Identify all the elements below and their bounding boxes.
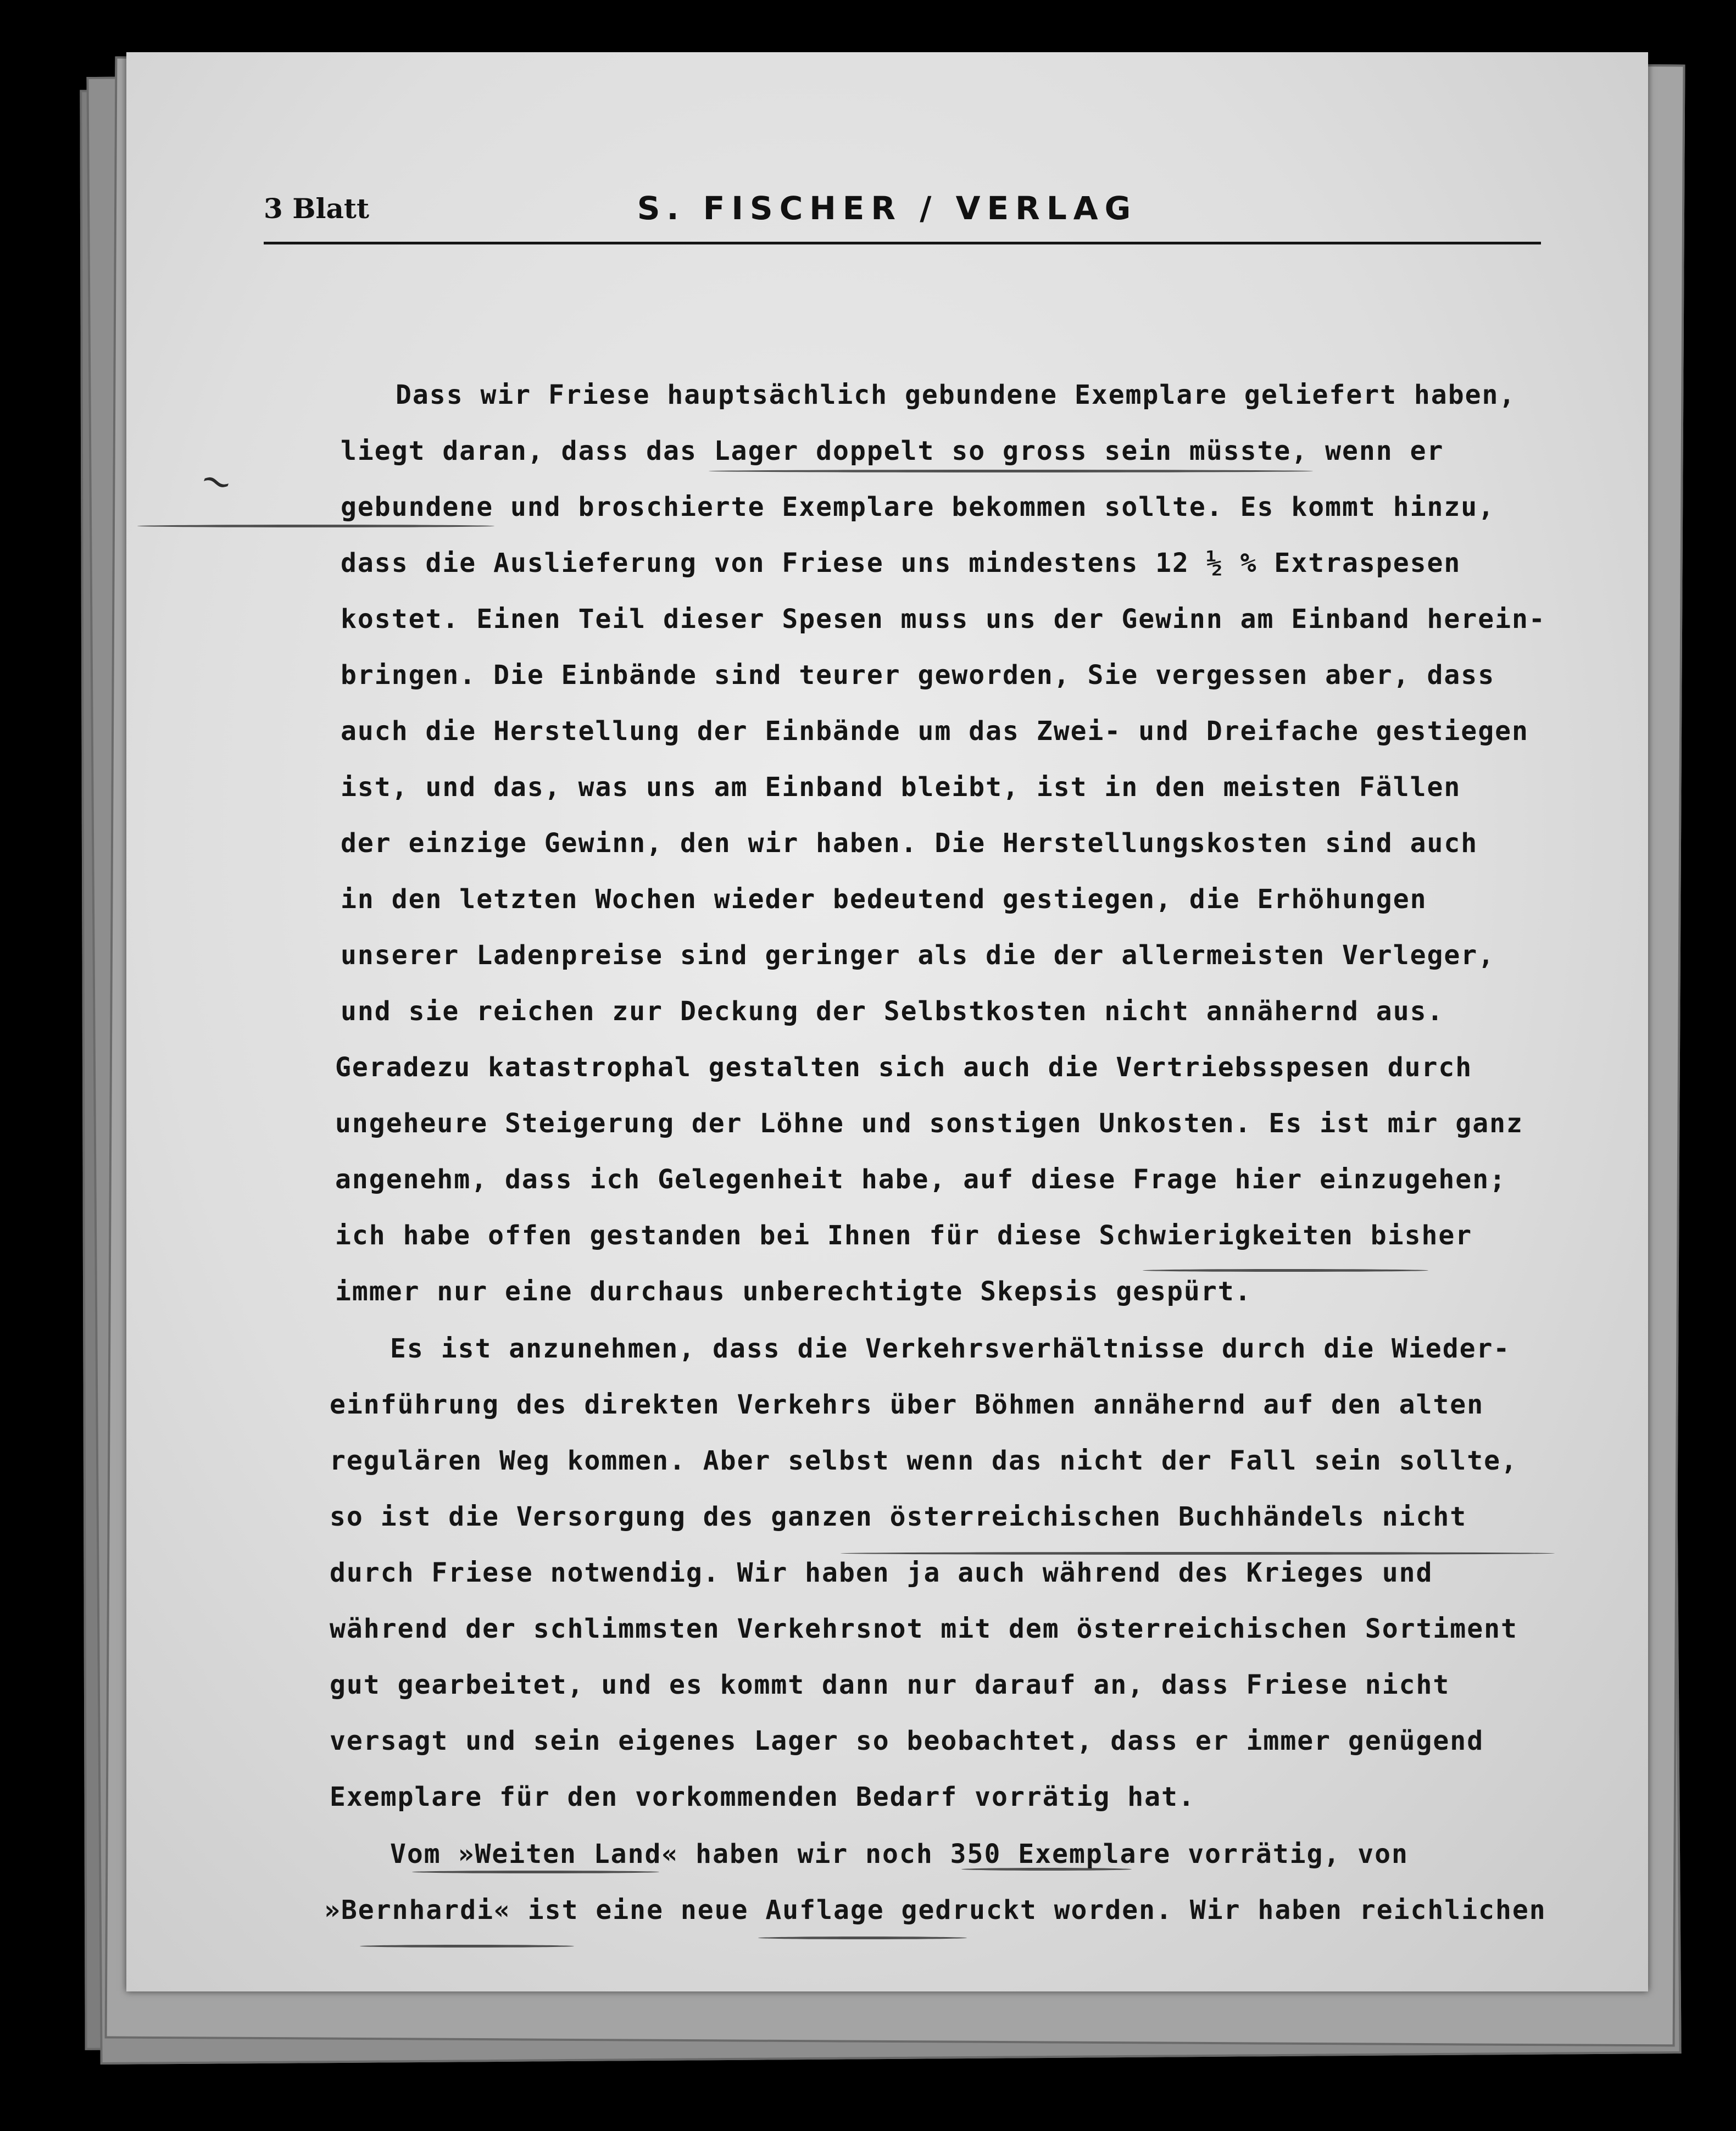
body-line: bringen. Die Einbände sind teurer geworden, Sie vergessen aber, dass bbox=[341, 660, 1495, 691]
pencil-underline bbox=[841, 1552, 1555, 1555]
pencil-underline bbox=[137, 525, 494, 527]
body-line: angenehm, dass ich Gelegenheit habe, auf diese Frage hier einzugehen; bbox=[335, 1164, 1506, 1195]
body-line: ungeheure Steigerung der Löhne und sonstigen Unkosten. Es ist mir ganz bbox=[335, 1108, 1523, 1139]
pencil-underline bbox=[1143, 1269, 1428, 1272]
body-line: in den letzten Wochen wieder bedeutend gestiegen, die Erhöhungen bbox=[341, 884, 1427, 915]
body-line: und sie reichen zur Deckung der Selbstkosten nicht annähernd aus. bbox=[341, 996, 1444, 1027]
pencil-underline bbox=[709, 470, 1313, 472]
body-line: während der schlimmsten Verkehrsnot mit dem österreichischen Sortiment bbox=[330, 1613, 1518, 1644]
body-line: Geradezu katastrophal gestalten sich auch die Vertriebsspesen durch bbox=[335, 1052, 1473, 1083]
body-line: liegt daran, dass das Lager doppelt so gross sein müsste, wenn er bbox=[341, 436, 1444, 466]
body-line: auch die Herstellung der Einbände um das Zwei- und Dreifache gestiegen bbox=[341, 716, 1529, 747]
body-line: Exemplare für den vorkommenden Bedarf vorrätig hat. bbox=[330, 1782, 1195, 1812]
body-line: Vom »Weiten Land« haben wir noch 350 Exemplare vorrätig, von bbox=[390, 1839, 1409, 1870]
body-line: ich habe offen gestanden bei Ihnen für diese Schwierigkeiten bisher bbox=[335, 1220, 1473, 1251]
body-line: »Bernhardi« ist eine neue Auflage gedruckt worden. Wir haben reichlichen bbox=[324, 1895, 1546, 1926]
body-line: Es ist anzunehmen, dass die Verkehrsverhältnisse durch die Wieder- bbox=[390, 1333, 1511, 1364]
body-line: gebundene und broschierte Exemplare bekommen sollte. Es kommt hinzu, bbox=[341, 492, 1495, 522]
margin-pencil-mark: ~ bbox=[193, 454, 240, 508]
body-line: versagt und sein eigenes Lager so beobachtet, dass er immer genügend bbox=[330, 1726, 1484, 1756]
pencil-underline bbox=[360, 1945, 574, 1948]
letterhead-title: S. FISCHER / VERLAG bbox=[637, 190, 1138, 227]
body-line: ist, und das, was uns am Einband bleibt, ist in den meisten Fällen bbox=[341, 772, 1461, 803]
body-line: so ist die Versorgung des ganzen österreichischen Buchhändels nicht bbox=[330, 1501, 1467, 1532]
body-line: unserer Ladenpreise sind geringer als die der allermeisten Verleger, bbox=[341, 940, 1495, 971]
body-line: durch Friese notwendig. Wir haben ja auch während des Krieges und bbox=[330, 1557, 1433, 1588]
body-line: gut gearbeitet, und es kommt dann nur darauf an, dass Friese nicht bbox=[330, 1670, 1450, 1700]
body-line: immer nur eine durchaus unberechtigte Skepsis gespürt. bbox=[335, 1276, 1252, 1307]
body-line: regulären Weg kommen. Aber selbst wenn das nicht der Fall sein sollte, bbox=[330, 1445, 1518, 1476]
body-line: dass die Auslieferung von Friese uns mindestens 12 ½ % Extraspesen bbox=[341, 548, 1461, 578]
page-number: 3 Blatt bbox=[264, 192, 370, 225]
body-line: der einzige Gewinn, den wir haben. Die Herstellungskosten sind auch bbox=[341, 828, 1478, 859]
body-line: Dass wir Friese hauptsächlich gebundene Exemplare geliefert haben, bbox=[396, 380, 1516, 410]
letterhead-rule bbox=[264, 242, 1541, 244]
pencil-underline bbox=[758, 1937, 967, 1939]
body-line: einführung des direkten Verkehrs über Böhmen annähernd auf den alten bbox=[330, 1389, 1484, 1420]
body-line: kostet. Einen Teil dieser Spesen muss uns der Gewinn am Einband herein- bbox=[341, 604, 1546, 635]
letter-page bbox=[126, 52, 1648, 1991]
pencil-underline bbox=[412, 1871, 659, 1873]
